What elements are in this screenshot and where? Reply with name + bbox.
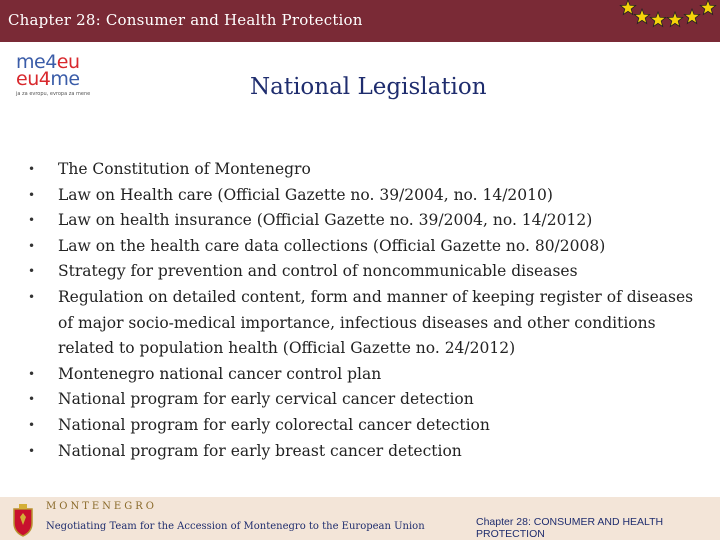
legislation-item	[28, 234, 708, 260]
legislation-item-text: Regulation on detailed content, form and manner of keeping register of diseases of major socio-medical importance, infectious diseases and other conditions related to population health (Official Gazette no. 24/2012)	[58, 287, 694, 358]
legislation-item	[28, 183, 708, 209]
slide-title: National Legislation	[250, 74, 487, 100]
star-icon	[634, 9, 649, 23]
legislation-item	[28, 413, 708, 439]
legislation-item	[28, 362, 708, 388]
legislation-list	[28, 157, 708, 464]
bullet-icon: •	[28, 289, 36, 304]
legislation-item	[28, 259, 708, 285]
bullet-icon: •	[28, 187, 36, 202]
legislation-item-text: Law on health insurance (Official Gazette no. 39/2004, no. 14/2012)	[58, 211, 593, 230]
legislation-item-text: Montenegro national cancer control plan	[58, 364, 382, 383]
legislation-item-text: National program for early breast cancer detection	[58, 441, 462, 460]
coat-of-arms-icon	[10, 503, 36, 537]
logo-tagline: ja za evropu, evropa za mene	[16, 91, 91, 97]
legislation-item-text: The Constitution of Montenegro	[58, 160, 311, 178]
star-icon	[700, 0, 715, 14]
star-icon	[620, 0, 635, 14]
legislation-item	[28, 439, 708, 465]
bullet-icon: •	[28, 443, 36, 458]
star-icon	[667, 12, 682, 26]
legislation-item-text: National program for early colorectal cancer detection	[58, 415, 490, 434]
legislation-item	[28, 387, 708, 413]
legislation-item-text: National program for early cervical cancer detection	[58, 390, 474, 409]
legislation-item-text: Law on the health care data collections (Official Gazette no. 80/2008)	[58, 236, 606, 255]
header-bar	[0, 0, 720, 42]
bullet-icon: •	[28, 264, 36, 279]
bullet-icon: •	[28, 162, 36, 176]
footer-team: Negotiating Team for the Accession of Montenegro to the European Union	[46, 521, 425, 532]
legislation-item-text: Strategy for prevention and control of noncommunicable diseases	[58, 262, 578, 281]
star-icon	[684, 9, 699, 23]
me4eu-logo	[16, 51, 116, 98]
legislation-item	[28, 208, 708, 234]
footer-country: MONTENEGRO	[46, 501, 157, 512]
bullet-icon: •	[28, 392, 36, 407]
bullet-icon: •	[28, 417, 36, 432]
chapter-title: Chapter 28: Consumer and Health Protection	[8, 11, 363, 29]
bullet-icon: •	[28, 366, 36, 381]
bullet-icon: •	[28, 238, 36, 253]
bullet-icon: •	[28, 213, 36, 228]
legislation-item	[28, 285, 708, 362]
star-icon	[650, 12, 665, 26]
legislation-item	[28, 157, 708, 183]
logo-line-2: eu4me	[16, 68, 80, 90]
eu-stars-icon	[612, 0, 720, 42]
footer-chapter: Chapter 28: CONSUMER AND HEALTH PROTECTION	[476, 516, 664, 540]
legislation-item-text: Law on Health care (Official Gazette no. 39/2004, no. 14/2010)	[58, 185, 553, 204]
logo-line-1: me4eu	[16, 51, 80, 73]
